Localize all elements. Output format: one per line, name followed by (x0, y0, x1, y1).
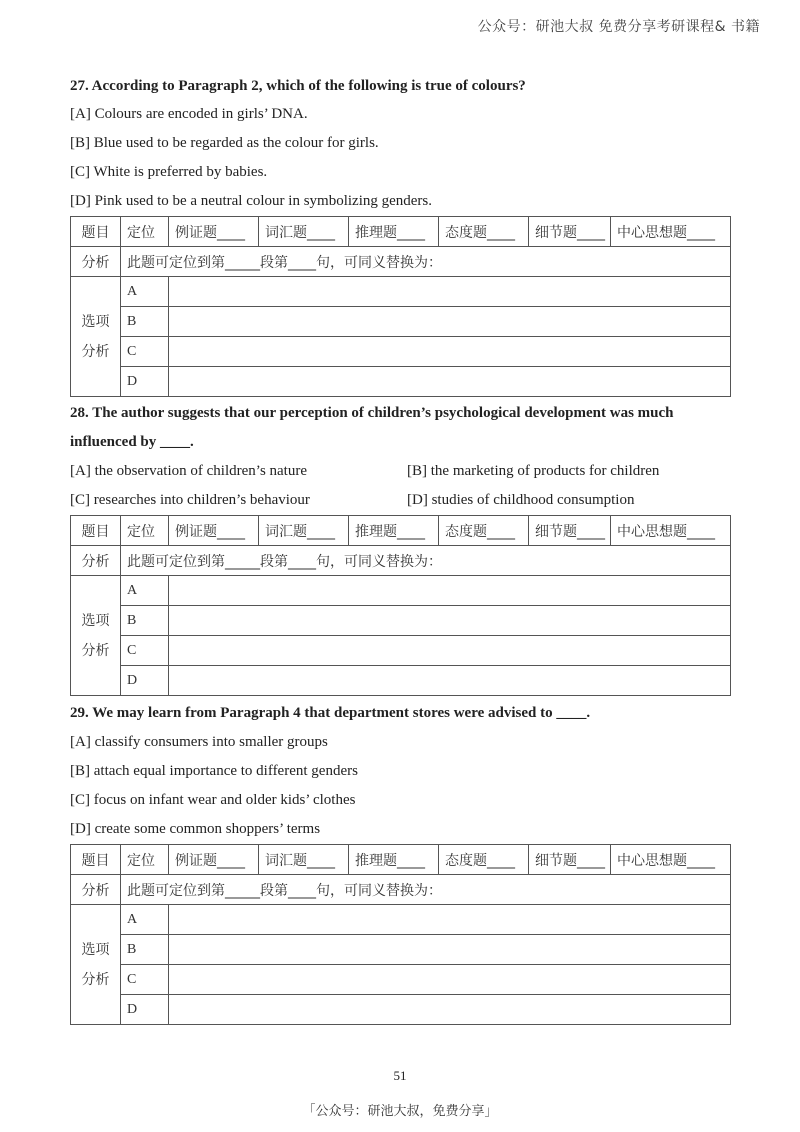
type-cell: 例证题____ (169, 516, 259, 546)
label-text: 分析 (81, 343, 110, 360)
option-letter: B (121, 935, 169, 965)
question-28 (70, 399, 730, 515)
header-watermark: 公众号：研池大叔 免费分享考研课程& 书籍 (477, 19, 760, 35)
answer-cell (169, 995, 731, 1025)
option-letter: C (121, 337, 169, 367)
option-letter: A (121, 576, 169, 606)
answer-cell (169, 367, 731, 397)
label-cell: 题目 (71, 845, 121, 875)
option-letter: C (121, 636, 169, 666)
option-c: [C] White is preferred by babies. (70, 164, 268, 180)
type-cell: 词汇题____ (259, 845, 349, 875)
type-cell: 定位 (121, 845, 169, 875)
option-analysis-label (71, 905, 121, 1025)
answer-cell (169, 935, 731, 965)
option-d: [D] studies of childhood consumption (407, 492, 635, 508)
label-cell: 题目 (71, 217, 121, 247)
type-cell: 推理题____ (349, 217, 439, 247)
locate-cell: 此题可定位到第_____段第____句，可同义替换为： (121, 875, 731, 905)
label-cell: 题目 (71, 516, 121, 546)
label-cell: 分析 (71, 546, 121, 576)
option-letter: B (121, 606, 169, 636)
locate-cell: 此题可定位到第_____段第____句，可同义替换为： (121, 546, 731, 576)
option-letter: D (121, 995, 169, 1025)
option-a: [A] classify consumers into smaller groups (70, 734, 328, 750)
type-cell: 定位 (121, 516, 169, 546)
locate-cell: 此题可定位到第_____段第____句，可同义替换为： (121, 247, 731, 277)
type-cell: 中心思想题____ (611, 217, 731, 247)
label-text: 分析 (81, 642, 110, 659)
type-cell: 词汇题____ (259, 217, 349, 247)
analysis-table (70, 515, 731, 696)
type-cell: 中心思想题____ (611, 516, 731, 546)
type-cell: 定位 (121, 217, 169, 247)
option-a: [A] Colours are encoded in girls’ DNA. (70, 106, 308, 122)
answer-cell (169, 666, 731, 696)
page-number: 51 (393, 1068, 407, 1083)
option-b: [B] attach equal importance to different genders (70, 763, 358, 779)
option-letter: A (121, 277, 169, 307)
answer-cell (169, 636, 731, 666)
answer-cell (169, 307, 731, 337)
question-title-line-2: influenced by ____. (70, 434, 194, 450)
option-letter: B (121, 307, 169, 337)
option-analysis-label (71, 576, 121, 696)
type-cell: 推理题____ (349, 516, 439, 546)
type-cell: 态度题____ (439, 516, 529, 546)
label-text: 选项 (81, 941, 110, 958)
option-c: [C] researches into children’s behaviour (70, 492, 310, 508)
question-29 (70, 698, 730, 844)
type-cell: 态度题____ (439, 845, 529, 875)
analysis-table (70, 216, 731, 397)
options-row (70, 457, 730, 486)
answer-cell (169, 337, 731, 367)
answer-cell (169, 606, 731, 636)
option-d: [D] Pink used to be a neutral colour in symbolizing genders. (70, 193, 433, 209)
answer-cell (169, 905, 731, 935)
analysis-table (70, 844, 731, 1025)
label-text: 选项 (81, 612, 110, 629)
answer-cell (169, 965, 731, 995)
type-cell: 词汇题____ (259, 516, 349, 546)
options-row (70, 486, 730, 515)
option-b: [B] Blue used to be regarded as the colour for girls. (70, 135, 379, 151)
option-letter: A (121, 905, 169, 935)
label-text: 选项 (81, 313, 110, 330)
answer-cell (169, 277, 731, 307)
option-letter: D (121, 367, 169, 397)
option-analysis-label (71, 277, 121, 397)
option-letter: C (121, 965, 169, 995)
type-cell: 例证题____ (169, 217, 259, 247)
type-cell: 细节题____ (529, 516, 611, 546)
option-c: [C] focus on infant wear and older kids’ clothes (70, 792, 356, 808)
question-27 (70, 72, 730, 216)
type-cell: 例证题____ (169, 845, 259, 875)
page-content (70, 72, 730, 1025)
question-title: 27. According to Paragraph 2, which of the following is true of colours? (70, 78, 526, 94)
type-cell: 细节题____ (529, 217, 611, 247)
footer-watermark: 「公众号：研池大叔，免费分享」 (302, 1104, 498, 1119)
option-b: [B] the marketing of products for children (407, 463, 660, 479)
question-title-line-1: 28. The author suggests that our perception of children’s psychological development was much (70, 405, 674, 421)
option-a: [A] the observation of children’s nature (70, 463, 308, 479)
label-cell: 分析 (71, 247, 121, 277)
label-cell: 分析 (71, 875, 121, 905)
type-cell: 推理题____ (349, 845, 439, 875)
option-d: [D] create some common shoppers’ terms (70, 821, 321, 837)
label-text: 分析 (81, 971, 110, 988)
option-letter: D (121, 666, 169, 696)
type-cell: 态度题____ (439, 217, 529, 247)
type-cell: 细节题____ (529, 845, 611, 875)
type-cell: 中心思想题____ (611, 845, 731, 875)
answer-cell (169, 576, 731, 606)
question-title: 29. We may learn from Paragraph 4 that department stores were advised to ____. (70, 705, 591, 721)
